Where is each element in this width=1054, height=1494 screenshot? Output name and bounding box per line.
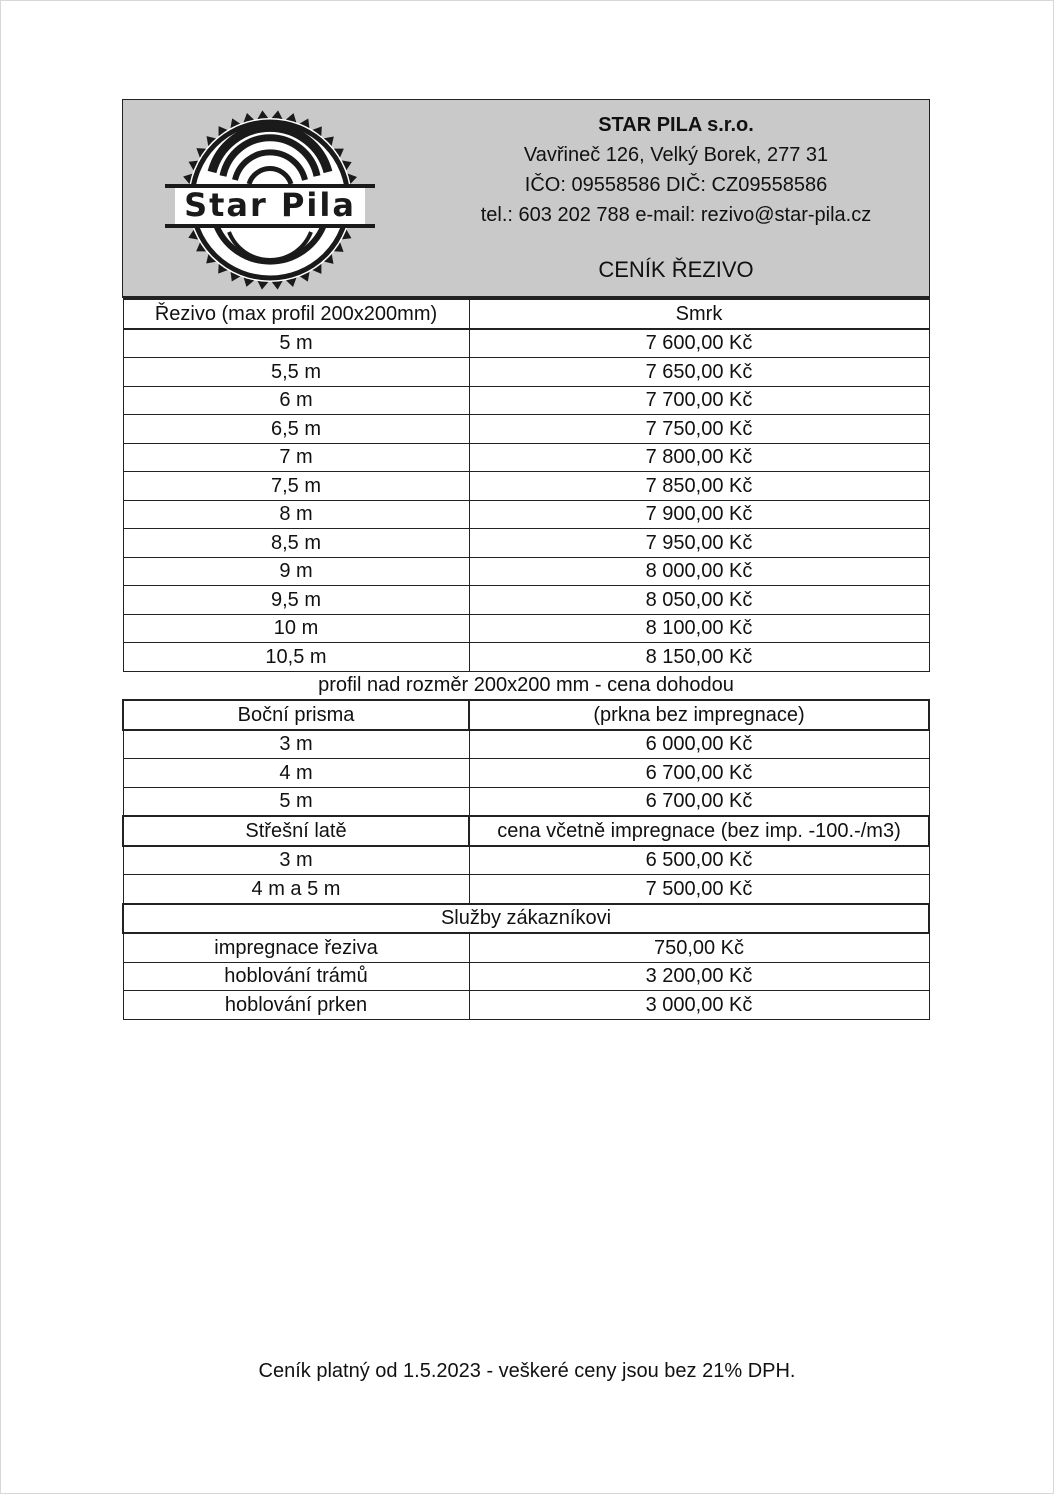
side-prisms-row-cell: 5 m (123, 787, 469, 816)
timber-row-cell: 7 950,00 Kč (469, 529, 929, 558)
company-address: Vavřineč 126, Velký Borek, 277 31 (523, 144, 829, 166)
roof-battens-header-row-cell: cena včetně impregnace (bez imp. -100.-/m3) (469, 816, 929, 846)
services-header-row (123, 904, 929, 934)
services-header-row-cell: Služby zákazníkovi (123, 904, 929, 934)
roof-battens-header-row-cell: Střešní latě (123, 816, 469, 846)
services-row (123, 991, 929, 1020)
services-row-cell: hoblování trámů (123, 962, 469, 991)
side-prisms-header-row (123, 700, 929, 730)
timber-row-cell: 9 m (123, 557, 469, 586)
side-prisms-header-row-cell: Boční prisma (123, 700, 469, 730)
timber-header-row (123, 299, 929, 329)
roof-battens-header-row (123, 816, 929, 846)
roof-battens-row (123, 846, 929, 875)
timber-row-cell: 8 050,00 Kč (469, 586, 929, 615)
timber-row-cell: 8 m (123, 500, 469, 529)
roof-battens-row-cell: 7 500,00 Kč (469, 875, 929, 904)
timber-row (123, 614, 929, 643)
timber-row-cell: 8 150,00 Kč (469, 643, 929, 672)
timber-row-cell: 8 100,00 Kč (469, 614, 929, 643)
side-prisms-header-row-cell: (prkna bez impregnace) (469, 700, 929, 730)
timber-row-cell: 7 800,00 Kč (469, 443, 929, 472)
company-header (122, 99, 930, 298)
price-sheet (122, 99, 930, 1020)
timber-row (123, 443, 929, 472)
timber-row-cell: 8,5 m (123, 529, 469, 558)
timber-row-cell: 6,5 m (123, 415, 469, 444)
side-prisms-row-cell: 6 000,00 Kč (469, 730, 929, 759)
timber-row-cell: 7 m (123, 443, 469, 472)
timber-note-cell: profil nad rozměr 200x200 mm - cena dohodou (318, 674, 734, 697)
timber-row-cell: 10,5 m (123, 643, 469, 672)
company-name: STAR PILA s.r.o. (598, 114, 754, 136)
timber-row (123, 586, 929, 615)
services-row-cell: 3 000,00 Kč (469, 991, 929, 1020)
timber-row-cell: 9,5 m (123, 586, 469, 615)
roof-battens-row-cell: 3 m (123, 846, 469, 875)
side-prisms-row-cell: 4 m (123, 759, 469, 788)
timber-row-cell: 7 750,00 Kč (469, 415, 929, 444)
timber-row-cell: 5 m (123, 329, 469, 358)
timber-row (123, 329, 929, 358)
side-prisms-row (123, 787, 929, 816)
timber-row (123, 643, 929, 672)
services-row (123, 933, 929, 962)
services-row-cell: 3 200,00 Kč (469, 962, 929, 991)
timber-row (123, 415, 929, 444)
company-contact: tel.: 603 202 788 e-mail: rezivo@star-pila.cz (480, 204, 872, 226)
logo-text: Star Pila (184, 186, 356, 224)
timber-row (123, 386, 929, 415)
side-prisms-row-cell: 6 700,00 Kč (469, 759, 929, 788)
company-info (423, 110, 929, 285)
timber-row (123, 472, 929, 501)
services-row-cell: hoblování prken (123, 991, 469, 1020)
timber-row-cell: 6 m (123, 386, 469, 415)
services-row-cell: impregnace řeziva (123, 933, 469, 962)
timber-row-cell: 7,5 m (123, 472, 469, 501)
timber-note (123, 671, 929, 700)
timber-row-cell: 7 850,00 Kč (469, 472, 929, 501)
document-title: CENÍK ŘEZIVO (598, 257, 754, 282)
footer-note: Ceník platný od 1.5.2023 - veškeré ceny jsou bez 21% DPH. (258, 1360, 796, 1382)
side-prisms-row (123, 759, 929, 788)
price-table (122, 298, 930, 1020)
roof-battens-row (123, 875, 929, 904)
side-prisms-row (123, 730, 929, 759)
timber-row-cell: 7 900,00 Kč (469, 500, 929, 529)
timber-row-cell: 10 m (123, 614, 469, 643)
timber-row (123, 529, 929, 558)
timber-row-cell: 7 700,00 Kč (469, 386, 929, 415)
timber-row (123, 500, 929, 529)
roof-battens-row-cell: 4 m a 5 m (123, 875, 469, 904)
timber-header-row-cell: Řezivo (max profil 200x200mm) (123, 299, 469, 329)
side-prisms-row-cell: 3 m (123, 730, 469, 759)
services-row-cell: 750,00 Kč (469, 933, 929, 962)
saw-blade-logo (165, 110, 375, 290)
timber-row-cell: 5,5 m (123, 358, 469, 387)
timber-header-row-cell: Smrk (469, 299, 929, 329)
timber-row (123, 358, 929, 387)
timber-row-cell: 7 650,00 Kč (469, 358, 929, 387)
timber-row (123, 557, 929, 586)
company-ids: IČO: 09558586 DIČ: CZ09558586 (524, 174, 828, 196)
timber-row-cell: 8 000,00 Kč (469, 557, 929, 586)
timber-row-cell: 7 600,00 Kč (469, 329, 929, 358)
roof-battens-row-cell: 6 500,00 Kč (469, 846, 929, 875)
side-prisms-row-cell: 6 700,00 Kč (469, 787, 929, 816)
services-row (123, 962, 929, 991)
